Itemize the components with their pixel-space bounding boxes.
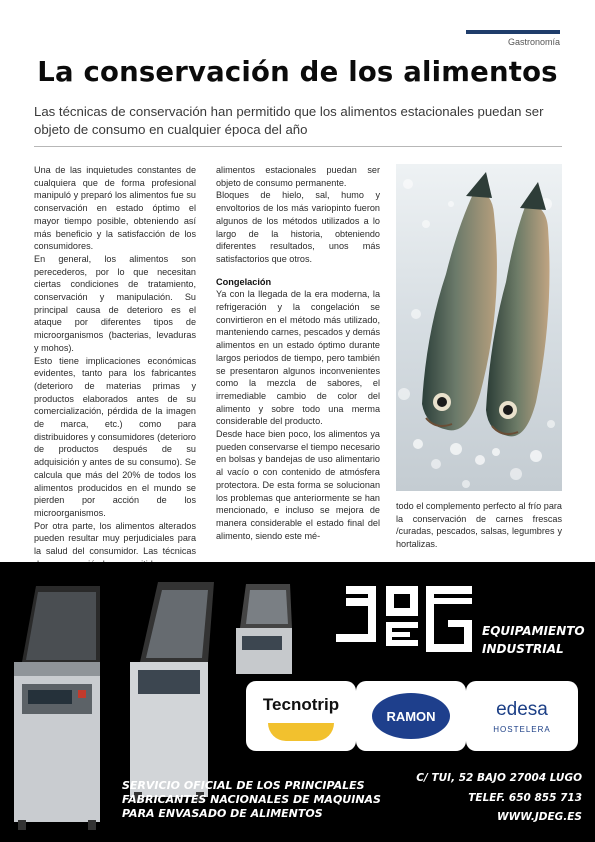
article-column-2 <box>216 164 380 542</box>
paragraph: alimentos estacionales puedan ser objeto de consumo permanente. <box>216 165 380 188</box>
paragraph: Una de las inquietudes constantes de cualquiera que de forma profesional manipuló y preparó los alimentos fue su conservación en estado óptimo el mayor tiempo posible, obteniendo así más beneficio y la satisfacción de los consumidores. <box>34 165 196 252</box>
service-line-3: PARA ENVASADO DE ALIMENTOS <box>122 807 323 820</box>
section-heading: Congelación <box>216 276 272 287</box>
tecnotrip-text: Tecnotrip <box>262 695 340 714</box>
section-bar <box>466 30 560 34</box>
fish-illustration <box>396 164 562 491</box>
article-column-1 <box>34 164 196 571</box>
jdeg-logo <box>330 576 480 666</box>
fish-on-ice-photo <box>396 164 562 491</box>
jdeg-advertisement <box>0 562 595 842</box>
edesa-text: edesa <box>496 699 548 720</box>
service-line-2: FABRICANTES NACIONALES DE MAQUINAS <box>122 793 381 806</box>
paragraph: Ya con la llegada de la era moderna, la refrigeración y la congelación se convirtieron en el método más utilizado, manteniendo carnes, pescados y demás alimentos en un estado óptimo durante largos periodos de tiempo, pero también se presentaron algunos inconvenientes como la mezcla de sabores, el irremediable cambio de color del alimento y sobre todo una merma considerable del producto. <box>216 289 380 427</box>
address: C/ TUI, 52 BAJO 27004 LUGO <box>416 772 582 784</box>
paragraph: Por otra parte, los alimentos alterados pueden resultar muy perjudiciales para la salud del consumidor. Las técnicas <box>34 520 196 557</box>
article-title: La conservación de los alimentos <box>37 56 558 88</box>
ramon-logo <box>356 681 466 751</box>
paragraph: Desde hace bien poco, los alimentos ya pueden conservarse el tiempo necesario en bolsas y bandejas de uso alimentario al vacío o con contenido de atmósfera protectora. De esta forma se solucionan los problemas que anteriormente se han mencionado, e incluso se mejora de manera considerable el estado final del alimento, siendo este mé- <box>216 429 380 541</box>
paragraph: Bloques de hielo, sal, humo y envoltorios de los más variopinto fueron algunos de los métodos utilizados a lo largo de la historia, obteniendo diferentes resultados, unos más satisfactorios que otros. <box>216 190 380 264</box>
website: WWW.JDEG.ES <box>497 811 582 823</box>
service-line-1: SERVICIO OFICIAL DE LOS PRINCIPALES <box>122 779 365 792</box>
subtitle-rule <box>34 146 562 147</box>
paragraph: En general, los alimentos son perecederos, por lo que necesitan ciertas condiciones de tratamiento, conservación y manipulación. Su principal causa de deterioro es el ataque por diferentes tipos de microorganismos (bacterias, levaduras y mohos). <box>34 253 196 353</box>
ramon-text: RAMON <box>386 709 436 724</box>
tecnotrip-swoosh <box>268 723 334 741</box>
tagline-industrial: INDUSTRIAL <box>482 642 564 656</box>
phone: TELEF. 650 855 713 <box>468 792 582 804</box>
tagline-equipamiento: EQUIPAMIENTO <box>482 624 585 638</box>
paragraph: Esto tiene implicaciones económicas evidentes, tanto para los fabricantes (deterioro de materias primas y productos elaborados antes de su comercialización, pérdida de la imagen de marca, etc.) como para distribuidores y consumidores (deterioro de productos después de su adquisición y antes de su consumo). Se calcula que más del 20% de todos los alimentos producidos en el mundo se pierden por acción de los microorganismos. <box>34 355 196 518</box>
edesa-sub: HOSTELERA <box>493 725 551 734</box>
section-label: Gastronomía <box>507 37 560 47</box>
edesa-logo <box>466 681 578 751</box>
article-subtitle: Las técnicas de conservación han permitido que los alimentos estacionales puedan ser objeto de consumo en cualquier época del año <box>34 104 544 137</box>
tecnotrip-logo <box>246 681 356 751</box>
paragraph: todo el complemento perfecto al frío para la conservación de carnes frescas /curadas, pescados, salsas, legumbres y hortalizas. <box>396 501 562 550</box>
article-column-3 <box>396 500 562 551</box>
